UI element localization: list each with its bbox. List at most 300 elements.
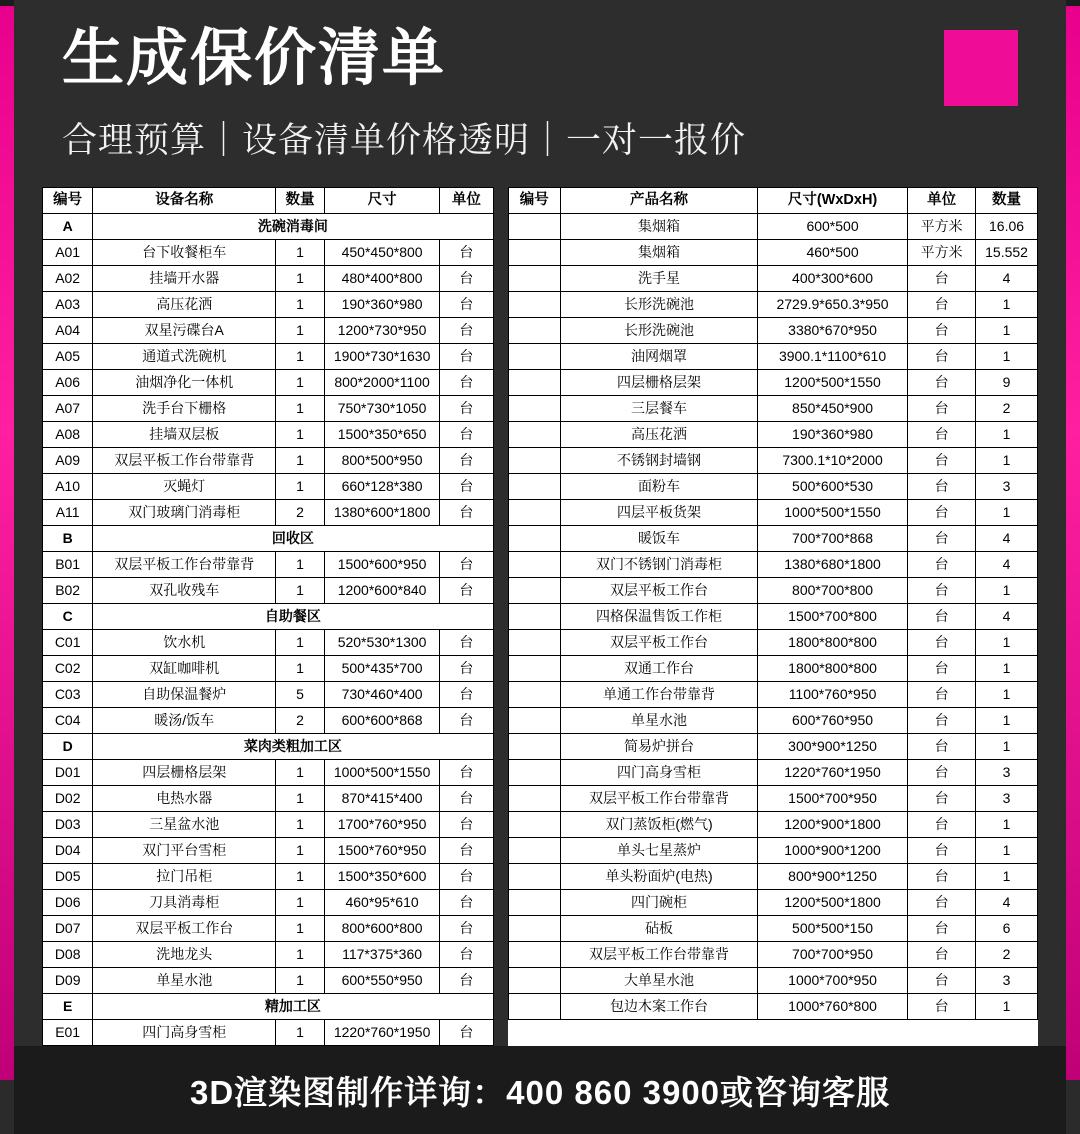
cell-1: 通道式洗碗机 [93,344,276,370]
cell-3: 台 [908,474,976,500]
table-row [508,708,1037,734]
section-name: 洗碗消毒间 [93,214,493,240]
cell-3: 1200*730*950 [324,318,439,344]
cell-0 [508,994,561,1020]
cell-2: 1200*500*1550 [757,370,907,396]
cell-3: 520*530*1300 [324,630,439,656]
cell-0 [508,240,561,266]
cell-1: 双层平板工作台带靠背 [93,552,276,578]
cell-1: 饮水机 [93,630,276,656]
table-section-row [43,604,494,630]
cell-4: 台 [440,266,493,292]
cell-1: 双门玻璃门消毒柜 [93,500,276,526]
cell-3: 台 [908,422,976,448]
cell-1: 长形洗碗池 [561,318,758,344]
cell-2: 1 [276,890,325,916]
cell-3: 870*415*400 [324,786,439,812]
cell-2: 1 [276,864,325,890]
cell-1: 双通工作台 [561,656,758,682]
cell-1: 双孔收残车 [93,578,276,604]
table-row [43,760,494,786]
cell-1: 油烟净化一体机 [93,370,276,396]
table-row [508,968,1037,994]
cell-2: 2 [276,708,325,734]
cell-3: 台 [908,396,976,422]
cell-2: 700*700*950 [757,942,907,968]
cell-4: 1 [976,708,1038,734]
cell-0: C02 [43,656,93,682]
cell-2: 1100*760*950 [757,682,907,708]
table-row [508,630,1037,656]
column-header-3: 单位 [908,188,976,214]
cell-1: 洗地龙头 [93,942,276,968]
cell-0: D01 [43,760,93,786]
cell-3: 190*360*980 [324,292,439,318]
table-row [508,500,1037,526]
cell-3: 台 [908,292,976,318]
table-row [508,682,1037,708]
cell-4: 1 [976,838,1038,864]
cell-4: 台 [440,786,493,812]
column-header-1: 设备名称 [93,188,276,214]
cell-0: C01 [43,630,93,656]
cell-2: 1 [276,318,325,344]
table-section-row [43,526,494,552]
cell-3: 1220*760*1950 [324,1020,439,1046]
table-row [43,500,494,526]
cell-4: 台 [440,422,493,448]
cell-1: 简易炉拼台 [561,734,758,760]
cell-4: 台 [440,890,493,916]
cell-2: 1 [276,344,325,370]
table-row [508,838,1037,864]
cell-0: A10 [43,474,93,500]
cell-0: E01 [43,1020,93,1046]
cell-3: 660*128*380 [324,474,439,500]
table-row [508,864,1037,890]
column-header-3: 尺寸 [324,188,439,214]
cell-0: D08 [43,942,93,968]
cell-0 [508,812,561,838]
table-row [43,370,494,396]
cell-4: 1 [976,864,1038,890]
cell-0: A07 [43,396,93,422]
table-row [43,838,494,864]
cell-1: 双层平板工作台 [561,630,758,656]
cell-3: 台 [908,786,976,812]
cell-3: 1380*600*1800 [324,500,439,526]
left-accent-strip [0,0,14,1080]
cell-3: 台 [908,578,976,604]
table-row [508,994,1037,1020]
cell-1: 集烟箱 [561,214,758,240]
cell-1: 大单星水池 [561,968,758,994]
cell-0 [508,890,561,916]
cell-3: 480*400*800 [324,266,439,292]
table-row [508,370,1037,396]
cell-1: 双层平板工作台带靠背 [93,448,276,474]
tables-area [42,187,1038,1046]
section-name: 菜肉类粗加工区 [93,734,493,760]
cell-1: 暖汤/饭车 [93,708,276,734]
cell-1: 电热水器 [93,786,276,812]
cell-4: 台 [440,968,493,994]
cell-4: 2 [976,396,1038,422]
cell-1: 三层餐车 [561,396,758,422]
cell-1: 三星盆水池 [93,812,276,838]
cell-4: 台 [440,292,493,318]
cell-0 [508,838,561,864]
cell-4: 1 [976,656,1038,682]
table-row [508,526,1037,552]
table-row [43,942,494,968]
cell-1: 四层栅格层架 [561,370,758,396]
cell-1: 双门平台雪柜 [93,838,276,864]
cell-0: A01 [43,240,93,266]
section-code: C [43,604,93,630]
table-row [508,344,1037,370]
cell-0 [508,474,561,500]
cell-2: 1500*700*800 [757,604,907,630]
cell-4: 台 [440,942,493,968]
cell-0: A02 [43,266,93,292]
cell-0 [508,370,561,396]
column-header-0: 编号 [508,188,561,214]
table-row [43,448,494,474]
cell-4: 台 [440,240,493,266]
cell-2: 1 [276,786,325,812]
cell-1: 双缸咖啡机 [93,656,276,682]
cell-2: 1 [276,838,325,864]
cell-2: 1 [276,630,325,656]
cell-0 [508,942,561,968]
cell-4: 台 [440,448,493,474]
cell-3: 1500*760*950 [324,838,439,864]
cell-2: 190*360*980 [757,422,907,448]
cell-3: 台 [908,448,976,474]
table-row [43,422,494,448]
cell-4: 台 [440,344,493,370]
cell-1: 四门碗柜 [561,890,758,916]
cell-4: 1 [976,994,1038,1020]
cell-2: 1 [276,760,325,786]
table-row [508,214,1037,240]
cell-0: C04 [43,708,93,734]
cell-1: 油网烟罩 [561,344,758,370]
cell-1: 四门高身雪柜 [93,1020,276,1046]
cell-4: 台 [440,474,493,500]
table-header-row [508,188,1037,214]
cell-1: 挂墙双层板 [93,422,276,448]
cell-1: 灭蝇灯 [93,474,276,500]
cell-3: 台 [908,760,976,786]
cell-2: 800*700*800 [757,578,907,604]
cell-4: 台 [440,396,493,422]
cell-0: D06 [43,890,93,916]
cell-1: 双层平板工作台带靠背 [561,786,758,812]
cell-3: 117*375*360 [324,942,439,968]
cell-1: 长形洗碗池 [561,292,758,318]
cell-0 [508,708,561,734]
cell-1: 双门蒸饭柜(燃气) [561,812,758,838]
cell-4: 1 [976,500,1038,526]
right-accent-strip [1066,0,1080,1080]
column-header-2: 数量 [276,188,325,214]
cell-3: 台 [908,838,976,864]
cell-2: 1200*500*1800 [757,890,907,916]
cell-2: 1 [276,448,325,474]
table-row [43,786,494,812]
cell-2: 700*700*868 [757,526,907,552]
cell-1: 双层平板工作台 [93,916,276,942]
cell-0: D04 [43,838,93,864]
cell-3: 450*450*800 [324,240,439,266]
cell-2: 850*450*900 [757,396,907,422]
cell-3: 台 [908,552,976,578]
cell-1: 集烟箱 [561,240,758,266]
cell-4: 16.06 [976,214,1038,240]
cell-4: 1 [976,578,1038,604]
table-row [508,266,1037,292]
cell-0: A11 [43,500,93,526]
cell-2: 2 [276,500,325,526]
table-row [43,240,494,266]
cell-4: 台 [440,760,493,786]
cell-2: 800*900*1250 [757,864,907,890]
cell-0 [508,968,561,994]
table-row [43,916,494,942]
product-table-body [508,214,1037,1020]
cell-4: 1 [976,682,1038,708]
cell-3: 台 [908,318,976,344]
cell-2: 460*500 [757,240,907,266]
cell-2: 1 [276,240,325,266]
section-name: 精加工区 [93,994,493,1020]
cell-0 [508,422,561,448]
cell-2: 1 [276,916,325,942]
cell-0 [508,448,561,474]
table-row [43,890,494,916]
cell-3: 1500*600*950 [324,552,439,578]
table-row [43,968,494,994]
cell-4: 台 [440,916,493,942]
cell-1: 单头粉面炉(电热) [561,864,758,890]
cell-3: 台 [908,526,976,552]
cell-1: 单星水池 [561,708,758,734]
product-table [508,187,1038,1020]
cell-4: 台 [440,812,493,838]
cell-4: 3 [976,786,1038,812]
table-row [508,942,1037,968]
cell-3: 台 [908,500,976,526]
section-code: E [43,994,93,1020]
cell-4: 台 [440,864,493,890]
cell-0 [508,656,561,682]
cell-4: 9 [976,370,1038,396]
table-row [508,422,1037,448]
cell-1: 单通工作台带靠背 [561,682,758,708]
cell-2: 400*300*600 [757,266,907,292]
cell-4: 1 [976,344,1038,370]
cell-1: 洗手星 [561,266,758,292]
table-row [43,812,494,838]
cell-3: 台 [908,344,976,370]
cell-3: 台 [908,916,976,942]
cell-0: B02 [43,578,93,604]
cell-0 [508,786,561,812]
cell-2: 7300.1*10*2000 [757,448,907,474]
cell-4: 4 [976,266,1038,292]
cell-1: 单星水池 [93,968,276,994]
table-row [508,734,1037,760]
column-header-1: 产品名称 [561,188,758,214]
cell-2: 600*500 [757,214,907,240]
cell-1: 高压花洒 [93,292,276,318]
table-row [43,552,494,578]
cell-0 [508,864,561,890]
column-header-0: 编号 [43,188,93,214]
cell-2: 1 [276,656,325,682]
section-code: A [43,214,93,240]
cell-0: A05 [43,344,93,370]
cell-4: 台 [440,500,493,526]
cell-0: D05 [43,864,93,890]
page-container [14,0,1066,1111]
cell-3: 750*730*1050 [324,396,439,422]
header [14,0,1066,163]
cell-3: 600*600*868 [324,708,439,734]
cell-2: 300*900*1250 [757,734,907,760]
table-row [508,812,1037,838]
cell-2: 500*600*530 [757,474,907,500]
table-row [508,916,1037,942]
table-row [508,786,1037,812]
cell-0: D09 [43,968,93,994]
cell-1: 包边木案工作台 [561,994,758,1020]
cell-2: 600*760*950 [757,708,907,734]
cell-2: 1 [276,422,325,448]
cell-1: 挂墙开水器 [93,266,276,292]
cell-3: 台 [908,708,976,734]
cell-1: 四层栅格层架 [93,760,276,786]
cell-0: C03 [43,682,93,708]
cell-3: 台 [908,890,976,916]
cell-0: A09 [43,448,93,474]
cell-2: 1000*760*800 [757,994,907,1020]
cell-3: 500*435*700 [324,656,439,682]
cell-4: 台 [440,318,493,344]
cell-2: 5 [276,682,325,708]
cell-1: 单头七星蒸炉 [561,838,758,864]
cell-4: 3 [976,760,1038,786]
table-row [43,578,494,604]
cell-1: 台下收餐柜车 [93,240,276,266]
cell-0: B01 [43,552,93,578]
cell-3: 台 [908,864,976,890]
equipment-table-body [43,214,494,1046]
cell-2: 1800*800*800 [757,630,907,656]
cell-3: 台 [908,734,976,760]
cell-3: 台 [908,604,976,630]
cell-4: 4 [976,552,1038,578]
cell-3: 台 [908,994,976,1020]
table-row [43,396,494,422]
cell-1: 面粉车 [561,474,758,500]
cell-3: 平方米 [908,240,976,266]
table-row [508,396,1037,422]
table-row [508,760,1037,786]
cell-0 [508,604,561,630]
cell-3: 800*2000*1100 [324,370,439,396]
cell-0 [508,578,561,604]
cell-0: D07 [43,916,93,942]
cell-2: 2729.9*650.3*950 [757,292,907,318]
equipment-table [42,187,494,1046]
table-header-row [43,188,494,214]
section-name: 自助餐区 [93,604,493,630]
cell-2: 1 [276,474,325,500]
cell-1: 砧板 [561,916,758,942]
cell-3: 台 [908,968,976,994]
cell-4: 1 [976,422,1038,448]
cell-0 [508,630,561,656]
section-name: 回收区 [93,526,493,552]
table-row [43,1020,494,1046]
column-header-2: 尺寸(WxDxH) [757,188,907,214]
cell-4: 4 [976,890,1038,916]
cell-2: 1 [276,396,325,422]
cell-4: 1 [976,734,1038,760]
cell-2: 1 [276,292,325,318]
cell-2: 1220*760*1950 [757,760,907,786]
cell-1: 四格保温售饭工作柜 [561,604,758,630]
product-table-container [508,187,1038,1046]
cell-4: 1 [976,448,1038,474]
cell-2: 1 [276,552,325,578]
column-header-4: 数量 [976,188,1038,214]
table-row [508,578,1037,604]
cell-2: 1 [276,942,325,968]
cell-1: 自助保温餐炉 [93,682,276,708]
cell-1: 高压花洒 [561,422,758,448]
table-section-row [43,214,494,240]
cell-2: 1 [276,578,325,604]
cell-3: 台 [908,266,976,292]
cell-4: 1 [976,812,1038,838]
table-row [43,318,494,344]
table-row [508,318,1037,344]
cell-2: 1000*500*1550 [757,500,907,526]
cell-3: 460*95*610 [324,890,439,916]
table-row [508,656,1037,682]
table-row [508,552,1037,578]
cell-3: 1000*500*1550 [324,760,439,786]
cell-3: 台 [908,812,976,838]
cell-3: 1200*600*840 [324,578,439,604]
cell-0 [508,916,561,942]
cell-2: 1 [276,370,325,396]
equipment-table-container [42,187,494,1046]
cell-0 [508,214,561,240]
cell-4: 15.552 [976,240,1038,266]
table-row [43,266,494,292]
cell-4: 3 [976,474,1038,500]
cell-1: 四门高身雪柜 [561,760,758,786]
cell-4: 台 [440,1020,493,1046]
cell-1: 双层平板工作台 [561,578,758,604]
cell-0: A03 [43,292,93,318]
cell-2: 1800*800*800 [757,656,907,682]
